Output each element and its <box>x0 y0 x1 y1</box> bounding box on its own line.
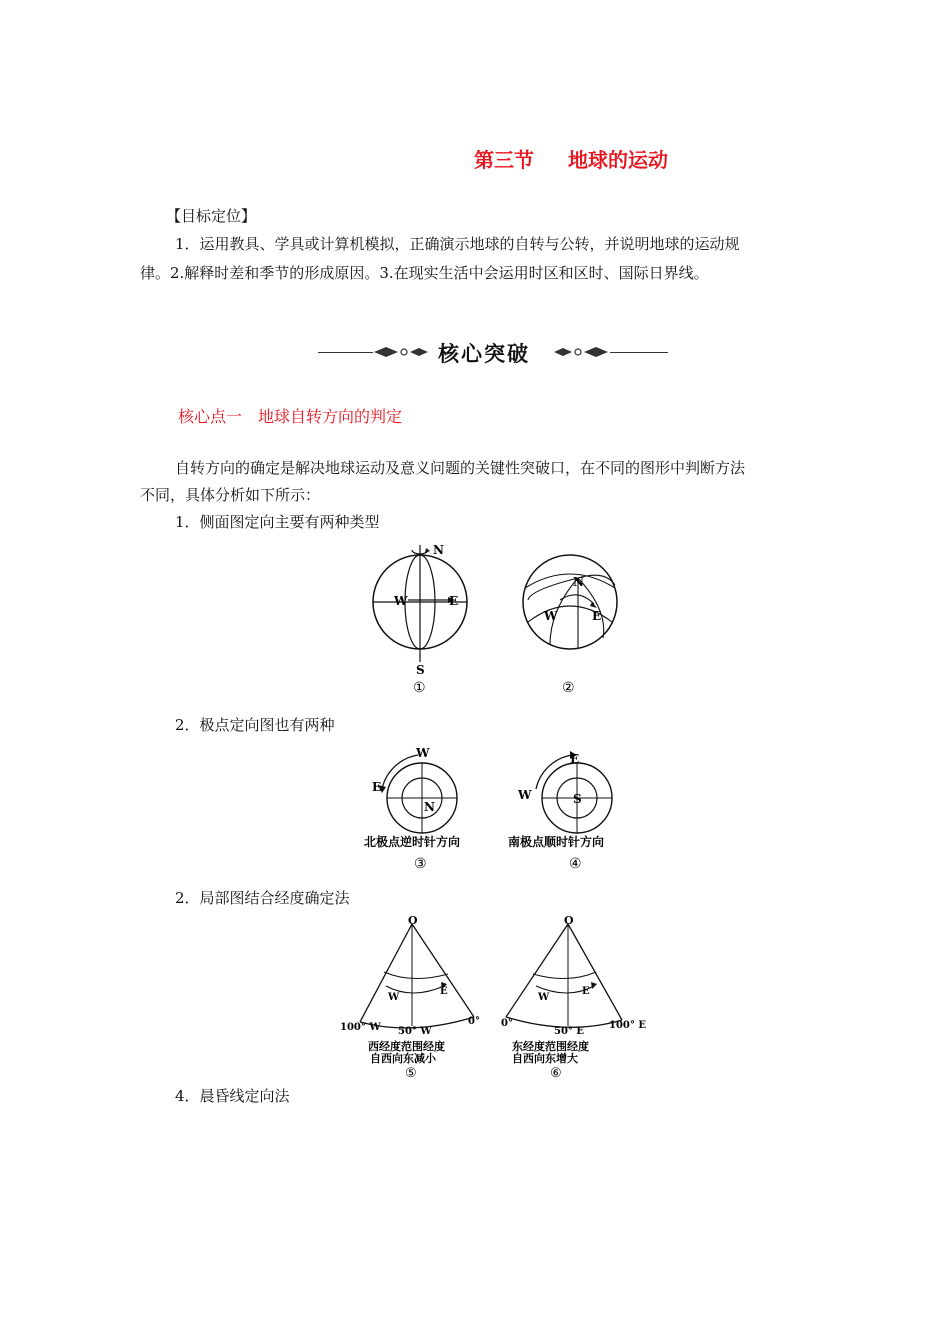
page-title <box>474 144 668 173</box>
east-o: O <box>564 914 574 927</box>
west-w: W <box>388 992 400 1003</box>
item-local-view: 2．局部图结合经度确定法 <box>175 889 350 907</box>
east-left: 0° <box>501 1018 513 1029</box>
banner-ornament-right <box>550 344 610 360</box>
local-view-figures <box>338 912 658 1087</box>
goals-line-2: 律。2.解释时差和季节的形成原因。3.在现实生活中会运用时区和区时、国际日界线。 <box>140 264 709 282</box>
south-e: E <box>570 752 580 766</box>
west-right: 0° <box>468 1016 480 1027</box>
side1-label: ① <box>413 680 426 696</box>
east-caption-2: 自西向东增大 <box>512 1052 578 1065</box>
banner-rule-right <box>610 352 668 353</box>
banner-title: 核心突破 <box>438 342 530 366</box>
east-caption-1: 东经度范围经度 <box>512 1040 589 1053</box>
west-o: O <box>408 914 418 927</box>
south-w: W <box>518 788 532 802</box>
side2-n: N <box>573 575 584 589</box>
west-label: ⑤ <box>405 1066 417 1081</box>
goals-heading: 【目标定位】 <box>166 207 257 225</box>
section-banner <box>318 336 668 368</box>
west-mid: 50° W <box>398 1026 432 1037</box>
north-w: W <box>416 746 430 760</box>
side2-label: ② <box>562 680 575 696</box>
east-e: E <box>582 986 590 997</box>
west-e: E <box>440 986 448 997</box>
west-sector <box>340 914 480 1081</box>
intro-line-2: 不同，具体分析如下所示： <box>140 486 321 504</box>
side1-e: E <box>449 594 459 608</box>
banner-rule-left <box>318 352 373 353</box>
goals-line-1: 1．运用教具、学具或计算机模拟，正确演示地球的自转与公转，并说明地球的运动规 <box>175 235 740 253</box>
side1-s: S <box>416 663 425 677</box>
south-caption: 南极点顺时针方向 <box>508 835 605 849</box>
east-mid: 50° E <box>554 1026 585 1037</box>
item-terminator: 4．晨昏线定向法 <box>175 1087 290 1105</box>
side1-w: W <box>394 594 408 608</box>
west-caption-1: 西经度范围经度 <box>368 1040 445 1053</box>
east-right: 100° E <box>609 1020 646 1031</box>
polar-view-figures <box>360 743 630 873</box>
side2-e: E <box>592 609 602 623</box>
item-polar-view: 2．极点定向图也有两种 <box>175 716 335 734</box>
north-caption: 北极点逆时针方向 <box>364 835 461 849</box>
east-w: W <box>538 992 550 1003</box>
east-label: ⑥ <box>550 1066 562 1081</box>
south-center: S <box>573 792 582 806</box>
north-label: ③ <box>414 856 427 872</box>
title-topic: 地球的运动 <box>568 148 668 172</box>
east-sector <box>501 914 646 1081</box>
core-point-heading: 核心点一 地球自转方向的判定 <box>178 407 403 426</box>
south-label: ④ <box>569 856 582 872</box>
south-pole-view <box>508 751 612 872</box>
title-section: 第三节 <box>474 148 534 172</box>
side-view-figures <box>360 540 620 700</box>
west-left: 100° W <box>340 1022 381 1033</box>
banner-ornament-left <box>372 344 432 360</box>
globe-side-1 <box>373 543 467 696</box>
side1-n: N <box>433 543 444 557</box>
north-pole-view <box>364 746 460 872</box>
west-caption-2: 自西向东减小 <box>370 1052 436 1065</box>
globe-side-2 <box>523 555 617 696</box>
north-e: E <box>372 780 382 794</box>
intro-line-1: 自转方向的确定是解决地球运动及意义问题的关键性突破口，在不同的图形中判断方法 <box>175 459 746 477</box>
north-center: N <box>424 800 435 814</box>
item-side-view: 1．侧面图定向主要有两种类型 <box>175 513 380 531</box>
side2-w: W <box>544 609 558 623</box>
